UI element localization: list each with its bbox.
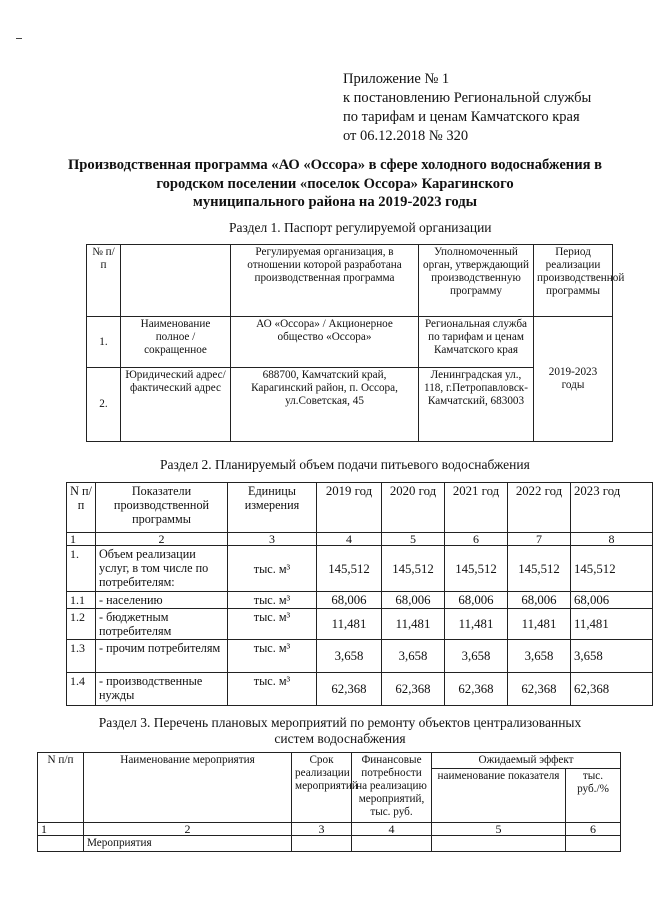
- header-cell: Единицы измерения: [228, 483, 317, 533]
- value-cell: 3,658: [382, 640, 445, 673]
- value-cell: 11,481: [382, 609, 445, 640]
- value-cell: 11,481: [508, 609, 571, 640]
- value-cell: 62,368: [382, 673, 445, 706]
- row-name: - производственные нужды: [96, 673, 228, 706]
- appendix-line: от 06.12.2018 № 320: [343, 128, 469, 144]
- value-cell: 145,512: [508, 546, 571, 592]
- table-row: [67, 640, 653, 673]
- year-header: 2022 год: [508, 483, 571, 533]
- column-number: 7: [508, 533, 571, 546]
- row-unit: тыс. м³: [228, 673, 317, 706]
- row-unit: тыс. м³: [228, 640, 317, 673]
- appendix-line: к постановлению Региональной службы: [343, 90, 592, 106]
- column-number: 8: [571, 533, 653, 546]
- column-number: 5: [382, 533, 445, 546]
- row-number: 1.: [87, 317, 121, 368]
- table-row: [67, 609, 653, 640]
- row-name: - прочим потребителям: [96, 640, 228, 673]
- header-cell: N п/п: [38, 753, 84, 823]
- organization-passport-table: [86, 244, 625, 442]
- row-label: Мероприятия: [84, 836, 292, 852]
- value-cell: 145,512: [317, 546, 382, 592]
- value-cell: 3,658: [571, 640, 653, 673]
- column-number: 4: [352, 823, 432, 836]
- edge-mark: [16, 38, 22, 39]
- section1-title: Раздел 1. Паспорт регулируемой организации: [229, 220, 492, 235]
- year-header: 2020 год: [382, 483, 445, 533]
- row-name: - бюджетным потребителям: [96, 609, 228, 640]
- column-number: 1: [38, 823, 84, 836]
- column-number: 2: [96, 533, 228, 546]
- column-number: 3: [228, 533, 317, 546]
- row-label: Юридический адрес/фактический адрес: [121, 368, 231, 442]
- section3-title: Раздел 3. Перечень плановых мероприятий по ремонту объектов централизованных систем водоснабжения: [98, 715, 582, 746]
- column-number: 6: [445, 533, 508, 546]
- header-cell: Регулируемая организация, в отношении которой разработана производственная программа: [231, 245, 419, 317]
- row-label: Наименование полное / сокращенное: [121, 317, 231, 368]
- value-cell: 145,512: [445, 546, 508, 592]
- value-cell: 68,006: [317, 592, 382, 609]
- row-cell-empty: [292, 836, 352, 852]
- row-unit: тыс. м³: [228, 592, 317, 609]
- column-number: 3: [292, 823, 352, 836]
- table-header-row: [87, 245, 613, 317]
- header-cell: Срок реализации мероприятий: [292, 753, 352, 823]
- header-cell-empty: [121, 245, 231, 317]
- header-cell: тыс. руб./%: [566, 769, 621, 823]
- appendix-line: по тарифам и ценам Камчатского края: [343, 109, 580, 125]
- column-number: 4: [317, 533, 382, 546]
- value-cell: 3,658: [508, 640, 571, 673]
- row-name: Объем реализации услуг, в том числе по потребителям:: [96, 546, 228, 592]
- header-cell: Наименование мероприятия: [84, 753, 292, 823]
- document-title: [50, 156, 620, 212]
- period-cell: 2019-2023 годы: [534, 317, 613, 442]
- table-row: [87, 317, 613, 368]
- planned-activities-table: [37, 752, 621, 852]
- row-auth: Региональная служба по тарифам и ценам Камчатского края: [419, 317, 534, 368]
- table-header-row: [38, 753, 621, 769]
- year-header: 2023 год: [571, 483, 653, 533]
- header-cell: Уполномоченный орган, утверждающий производственную программу: [419, 245, 534, 317]
- appendix-line: Приложение № 1: [343, 71, 450, 87]
- title-line: городском поселении «поселок Оссора» Карагинского: [156, 175, 514, 192]
- column-number: 5: [432, 823, 566, 836]
- row-unit: тыс. м³: [228, 609, 317, 640]
- year-header: 2019 год: [317, 483, 382, 533]
- value-cell: 11,481: [571, 609, 653, 640]
- value-cell: 3,658: [317, 640, 382, 673]
- row-number: 1.3: [67, 640, 96, 673]
- row-cell-empty: [566, 836, 621, 852]
- value-cell: 68,006: [508, 592, 571, 609]
- row-number: 1.1: [67, 592, 96, 609]
- table-row: [38, 836, 621, 852]
- row-cell-empty: [432, 836, 566, 852]
- value-cell: 145,512: [382, 546, 445, 592]
- value-cell: 68,006: [571, 592, 653, 609]
- column-number-row: [67, 533, 653, 546]
- section2-title: Раздел 2. Планируемый объем подачи питьевого водоснабжения: [160, 457, 530, 472]
- column-number: 6: [566, 823, 621, 836]
- value-cell: 62,368: [571, 673, 653, 706]
- value-cell: 11,481: [445, 609, 508, 640]
- value-cell: 62,368: [317, 673, 382, 706]
- header-cell: Период реализации производственной программы: [534, 245, 613, 317]
- row-number: 1.: [67, 546, 96, 592]
- column-number: 1: [67, 533, 96, 546]
- row-cell-empty: [352, 836, 432, 852]
- header-cell: Ожидаемый эффект: [432, 753, 621, 769]
- table-row: [67, 592, 653, 609]
- appendix-block: [343, 70, 591, 146]
- title-line: муниципального района на 2019-2023 годы: [192, 194, 478, 210]
- row-cell-empty: [38, 836, 84, 852]
- table-row: [67, 546, 653, 592]
- table-row: [67, 673, 653, 706]
- row-number: 2.: [87, 368, 121, 442]
- table-header-row: [67, 483, 653, 533]
- water-supply-volume-table: [66, 482, 653, 706]
- row-number: 1.2: [67, 609, 96, 640]
- value-cell: 62,368: [508, 673, 571, 706]
- value-cell: 3,658: [445, 640, 508, 673]
- year-header: 2021 год: [445, 483, 508, 533]
- value-cell: 68,006: [382, 592, 445, 609]
- value-cell: 145,512: [571, 546, 653, 592]
- row-number: 1.4: [67, 673, 96, 706]
- row-name: - населению: [96, 592, 228, 609]
- header-cell: № п/п: [87, 245, 121, 317]
- value-cell: 68,006: [445, 592, 508, 609]
- column-number-row: [38, 823, 621, 836]
- column-number: 2: [84, 823, 292, 836]
- value-cell: 11,481: [317, 609, 382, 640]
- row-unit: тыс. м³: [228, 546, 317, 592]
- row-auth: Ленинградская ул., 118, г.Петропавловск-Камчатский, 683003: [419, 368, 534, 442]
- header-cell: N п/п: [67, 483, 96, 533]
- row-org: 688700, Камчатский край, Карагинский район, п. Оссора, ул.Советская, 45: [231, 368, 419, 442]
- title-line: Производственная программа «АО «Оссора» в сфере холодного водоснабжения в: [67, 157, 603, 173]
- header-cell: Показатели производственной программы: [96, 483, 228, 533]
- header-cell: наименование показателя: [432, 769, 566, 823]
- value-cell: 62,368: [445, 673, 508, 706]
- row-org: АО «Оссора» / Акционерное общество «Оссора»: [231, 317, 419, 368]
- header-cell: Финансовые потребности на реализацию мероприятий, тыс. руб.: [352, 753, 432, 823]
